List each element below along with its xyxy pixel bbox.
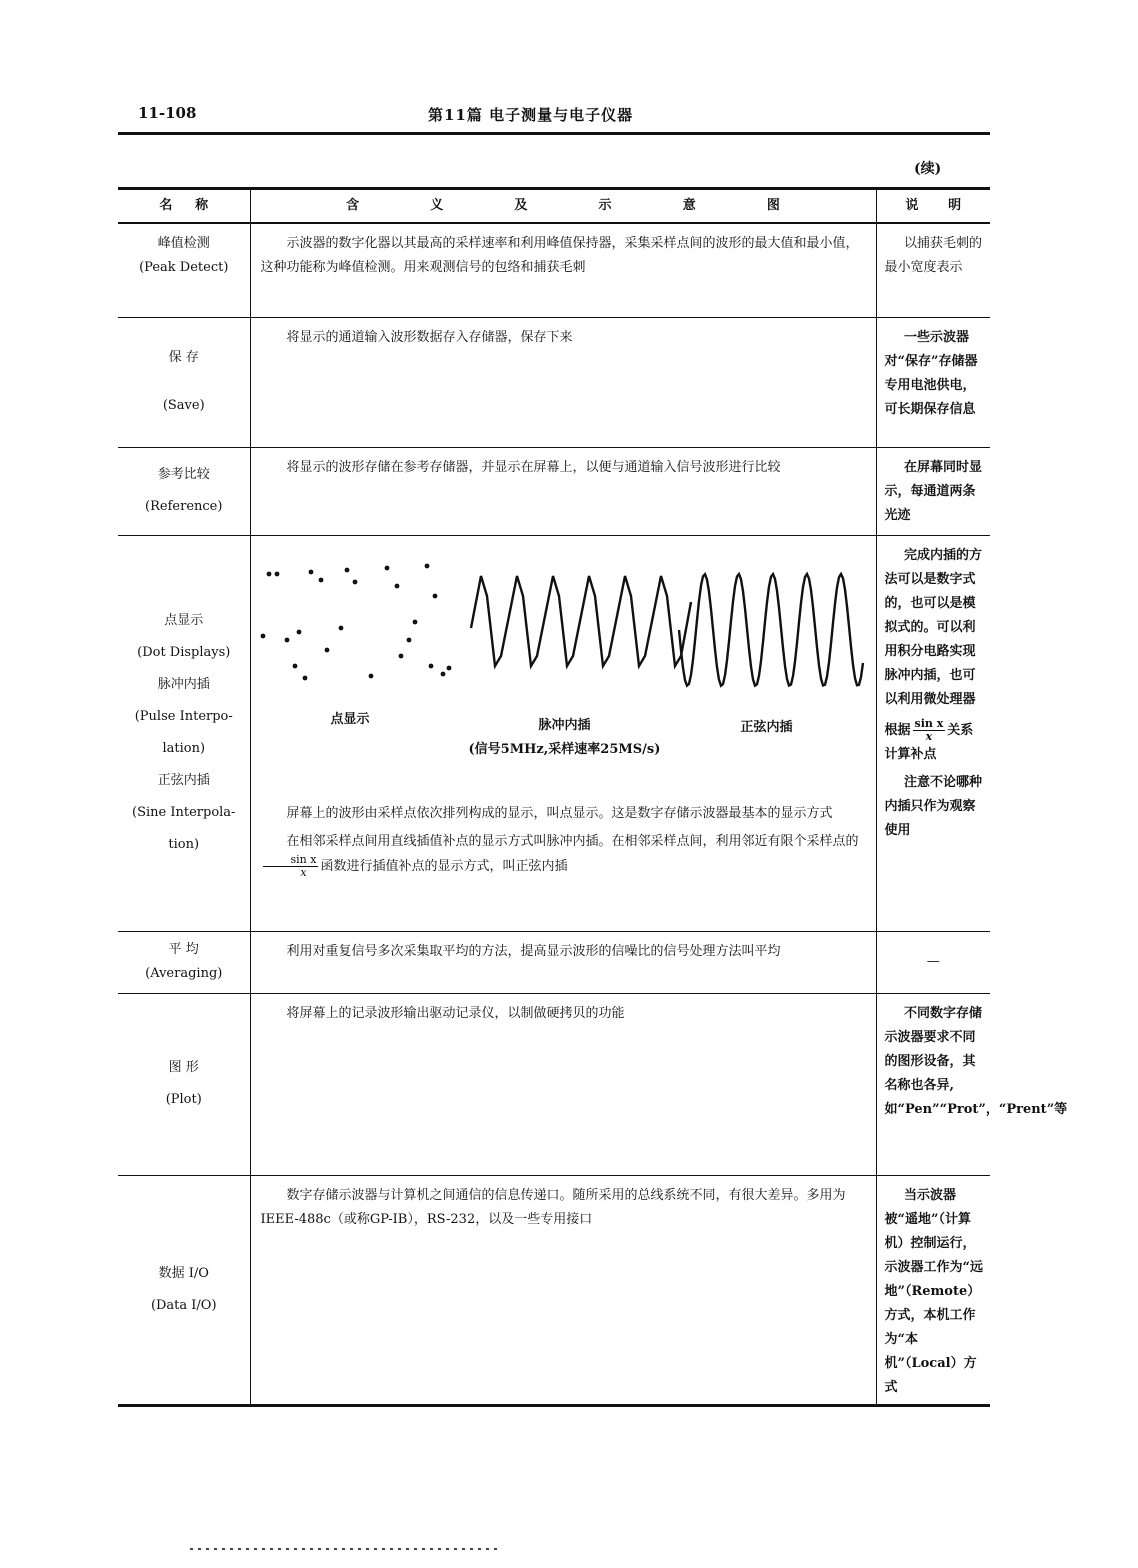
dot-display-samples: [260, 563, 451, 680]
sample-dot: [318, 577, 323, 582]
sample-dot: [440, 671, 445, 676]
sample-dot: [406, 637, 411, 642]
note-text: 根据: [884, 722, 911, 738]
term-name-line: lation): [162, 741, 206, 756]
sample-dot: [266, 571, 271, 576]
sample-dot: [260, 633, 265, 638]
column-header-name: [118, 189, 250, 224]
term-note-cell: [876, 993, 1068, 1175]
term-meaning: 示波器的数字化器以其最高的采样速率和利用峰值保持器，采集采样点间的波形的最大值和最小值，这种功能称为峰值检测。用来观测信号的包络和捕获毛刺: [260, 236, 859, 275]
term-meaning-cell: [250, 1175, 876, 1405]
fraction-numerator: sin x: [263, 854, 319, 867]
term-name-en: (Reference): [145, 499, 223, 514]
terms-table: [118, 187, 1068, 1407]
sample-dot: [302, 675, 307, 680]
term-note: 以捕获毛刺的最小宽度表示: [884, 236, 983, 275]
pulse-interpolation-waveform: [471, 576, 691, 666]
meaning-text: 在相邻采样点间用直线插值补点的显示方式叫脉冲内插。在相邻采样点间，利用邻近有限个采样点的: [286, 833, 859, 849]
fraction-numerator: sin x: [914, 716, 944, 730]
sample-dot: [296, 629, 301, 634]
table-row: [118, 993, 990, 1175]
sample-dot: [284, 637, 289, 642]
term-name-cell: [118, 993, 250, 1175]
term-name-line: (Sine Interpola-: [132, 805, 236, 820]
term-meaning-cell: [250, 993, 876, 1175]
term-note-cell: [876, 1175, 990, 1405]
term-meaning: 将显示的波形存储在参考存储器，并显示在屏幕上，以便与通道输入信号波形进行比较: [286, 459, 781, 475]
term-note: —: [926, 954, 940, 969]
term-meaning-cell: [250, 223, 876, 317]
sample-dot: [308, 569, 313, 574]
sample-dot: [446, 665, 451, 670]
term-name-en: (Save): [162, 398, 205, 413]
table-header-row: [118, 189, 990, 224]
term-name-cell: [118, 931, 250, 993]
sinx-over-x-fraction: [263, 854, 319, 879]
term-name-cn: 平 均: [168, 942, 199, 957]
term-name-en: (Plot): [165, 1092, 202, 1107]
term-note-cell: [876, 931, 990, 993]
sample-dot: [384, 565, 389, 570]
term-note-cell: [876, 535, 990, 931]
label-sine-interpolation: 正弦内插: [740, 719, 793, 735]
sample-dot: [352, 579, 357, 584]
header-rule: [118, 132, 990, 135]
fraction-denominator: x: [925, 729, 933, 743]
term-note: 注意不论哪种内插只作为观察使用: [884, 774, 983, 838]
footer-dotted-line: [190, 1548, 500, 1550]
column-header-char: 及: [514, 198, 528, 213]
term-name-en: (Data I/O): [150, 1297, 217, 1313]
table-row: [118, 1175, 990, 1405]
term-note-cell: [876, 447, 990, 535]
figure-caption: (信号5MHz,采样速率25MS/s): [468, 741, 661, 757]
chapter-title: 第11篇 电子测量与电子仪器: [428, 106, 634, 124]
term-name-line: tion): [168, 837, 200, 852]
table-row: [118, 535, 990, 931]
term-name-line: 正弦内插: [157, 773, 210, 788]
term-name-cell: [118, 317, 250, 447]
term-name-line: 点显示: [164, 613, 204, 628]
term-name-cn: 参考比较: [157, 467, 210, 482]
sample-dot: [344, 567, 349, 572]
term-note-formula: [877, 716, 991, 771]
term-meaning: 将屏幕上的记录波形输出驱动记录仪，以制做硬拷贝的功能: [286, 1005, 625, 1021]
term-name-cell: [118, 223, 250, 317]
column-header-char: 含: [346, 198, 360, 213]
term-note: 一些示波器对“保存”存储器专用电池供电，可长期保存信息: [884, 329, 978, 417]
term-name-cn: 峰值检测: [157, 236, 210, 251]
term-name-cn: 保 存: [168, 350, 199, 365]
column-header-char: 说: [905, 198, 919, 213]
column-header-char: 义: [430, 198, 444, 213]
term-name-en: (Peak Detect): [139, 260, 229, 275]
note-text: 关系计算补点: [884, 722, 974, 762]
continued-label: (续): [914, 161, 942, 177]
term-meaning-interpolation: [251, 830, 876, 883]
table-row: [118, 223, 990, 317]
term-note: 在屏幕同时显示，每通道两条光迹: [884, 459, 983, 523]
sample-dot: [398, 653, 403, 658]
sample-dot: [324, 647, 329, 652]
fraction-denominator: x: [300, 865, 307, 879]
term-name-cell: [118, 535, 250, 931]
table-row: [118, 317, 990, 447]
term-note-cell: [876, 223, 990, 317]
table-row: [118, 931, 990, 993]
column-header-char: 意: [682, 198, 696, 213]
sample-dot: [394, 583, 399, 588]
term-note: 完成内插的方法可以是数字式的，也可以是模拟式的。可以利用积分电路实现脉冲内插，也可以利用微处理器: [884, 547, 983, 707]
term-meaning-cell: [250, 447, 876, 535]
term-name-cell: [118, 447, 250, 535]
term-note-cell: [876, 317, 990, 447]
sample-dot: [412, 619, 417, 624]
term-name-cell: [118, 1175, 250, 1405]
term-name-en: (Averaging): [145, 966, 223, 981]
sample-dot: [274, 571, 279, 576]
sample-dot: [432, 593, 437, 598]
column-header-char: 明: [948, 198, 962, 213]
column-header-char: 示: [598, 198, 612, 213]
sine-interpolation-waveform: [679, 574, 863, 686]
term-note: 不同数字存储示波器要求不同的图形设备，其名称也各异,如“Pen”“Prot”，“Prent”等: [884, 1005, 1068, 1117]
term-name-cn: 图 形: [168, 1060, 199, 1075]
column-header-char: 图: [766, 198, 780, 213]
sample-dot: [424, 563, 429, 568]
term-meaning: 利用对重复信号多次采集取平均的方法，提高显示波形的信噪比的信号处理方法叫平均: [286, 943, 781, 959]
term-note: 当示波器被“遥地”（计算机）控制运行，示波器工作为“远地”（Remote）方式，本机工作为“本机”（Local）方式: [884, 1187, 983, 1395]
term-name-cn: 数据 I/O: [158, 1265, 209, 1281]
sample-dot: [338, 625, 343, 630]
term-name-line: (Pulse Interpo-: [134, 709, 233, 724]
sample-dot: [368, 673, 373, 678]
meaning-text: 函数进行插值补点的显示方式，叫正弦内插: [320, 858, 568, 874]
label-dot-display: 点显示: [330, 711, 370, 727]
column-header-note: [876, 189, 990, 224]
sample-dot: [428, 663, 433, 668]
interpolation-figure: [251, 536, 876, 796]
term-meaning-cell: [250, 535, 876, 931]
page-number: 11-108: [138, 104, 197, 122]
term-meaning: 将显示的通道输入波形数据存入存储器，保存下来: [286, 329, 573, 345]
table-row: [118, 447, 990, 535]
label-pulse-interpolation: 脉冲内插: [538, 717, 591, 733]
term-meaning: 数字存储示波器与计算机之间通信的信息传递口。随所采用的总线系统不同，有很大差异。多用为IEEE-488c（或称GP-IB），RS-232，以及一些专用接口: [260, 1187, 846, 1227]
column-header-char: 称: [195, 198, 209, 213]
term-name-line: 脉冲内插: [157, 677, 210, 692]
column-header-meaning: [250, 189, 876, 224]
term-name-line: (Dot Displays): [137, 645, 231, 660]
term-meaning: 屏幕上的波形由采样点依次排列构成的显示，叫点显示。这是数字存储示波器最基本的显示方式: [286, 805, 833, 821]
sinx-over-x-fraction: [913, 718, 946, 743]
column-header-char: 名: [159, 198, 173, 213]
term-meaning-cell: [250, 931, 876, 993]
term-meaning-cell: [250, 317, 876, 447]
sample-dot: [292, 663, 297, 668]
